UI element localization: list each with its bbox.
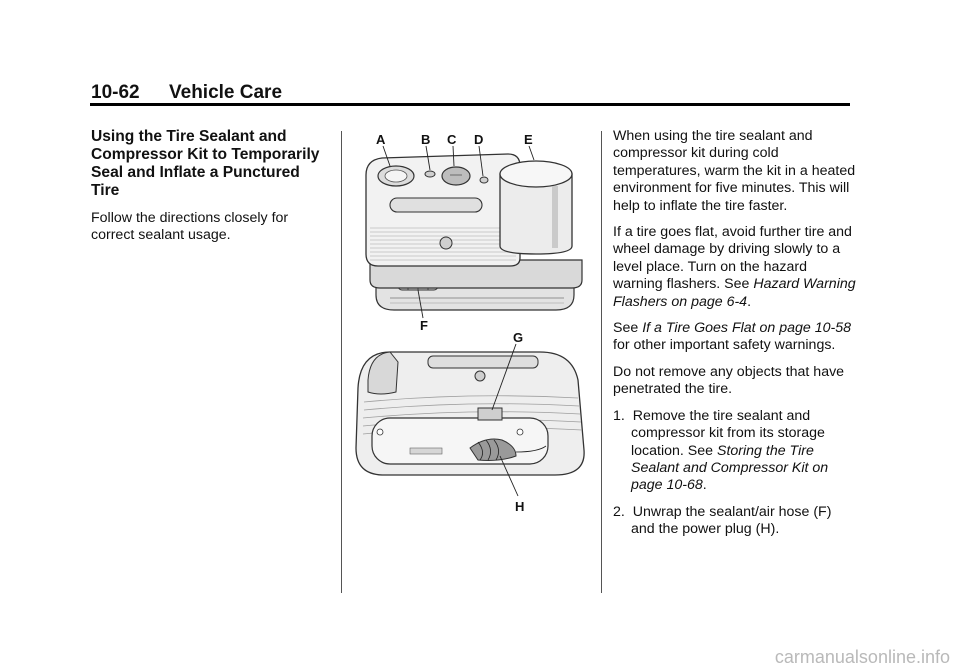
intro-paragraph: Follow the directions closely for correct sealant usage. bbox=[91, 210, 289, 244]
column-divider-left bbox=[341, 131, 342, 593]
label-h: H bbox=[515, 499, 525, 514]
page-header bbox=[91, 82, 282, 104]
label-f: F bbox=[420, 318, 428, 333]
steps-list bbox=[613, 408, 858, 539]
compressor-top-view bbox=[366, 132, 582, 333]
cold-weather-paragraph: When using the tire sealant and compressor kit during cold temperatures, warm the kit in a heated environment for five minutes. This will help to inflate the tire faster. bbox=[613, 128, 856, 214]
page-number: 10-62 bbox=[91, 82, 140, 103]
label-c: C bbox=[447, 132, 457, 147]
safety-reference-paragraph: See If a Tire Goes Flat on page 10-58 for other important safety warnings. bbox=[613, 320, 852, 354]
watermark: carmanualsonline.info bbox=[774, 647, 950, 667]
section-title: Vehicle Care bbox=[169, 82, 283, 103]
step-item: 1. Remove the tire sealant and compressor kit from its storage location. See Storing the Tire Sealant and Compressor Kit on page 10-68. bbox=[613, 407, 829, 494]
hazard-flashers-reference[interactable]: Hazard Warning Flashers on page 6-4 bbox=[613, 276, 856, 310]
section-heading: Using the Tire Sealant and Compressor Kit to Temporarily Seal and Inflate a Punctured Tire bbox=[91, 128, 320, 199]
label-d: D bbox=[474, 132, 484, 147]
label-g: G bbox=[513, 330, 524, 345]
tire-flat-reference[interactable]: If a Tire Goes Flat on page 10-58 bbox=[642, 320, 852, 337]
header-rule bbox=[90, 103, 850, 106]
left-column bbox=[91, 128, 321, 254]
column-divider-right bbox=[601, 131, 602, 593]
compressor-kit-illustration bbox=[350, 130, 590, 520]
label-e: E bbox=[524, 132, 533, 147]
right-column bbox=[613, 128, 858, 548]
storing-kit-reference[interactable]: Storing the Tire Sealant and Compressor Kit on page 10-68 bbox=[631, 442, 829, 494]
objects-warning-paragraph: Do not remove any objects that have penetrated the tire. bbox=[613, 363, 845, 398]
label-b: B bbox=[421, 132, 431, 147]
step-item: 2. Unwrap the sealant/air hose (F) and the power plug (H). bbox=[613, 503, 832, 538]
compressor-bottom-view bbox=[356, 330, 584, 514]
label-a: A bbox=[376, 132, 386, 147]
flat-tire-paragraph: If a tire goes flat, avoid further tire and wheel damage by driving slowly to a level place. Turn on the hazard warning flashers. See Hazard Warning Flashers on page 6-4. bbox=[613, 224, 856, 310]
